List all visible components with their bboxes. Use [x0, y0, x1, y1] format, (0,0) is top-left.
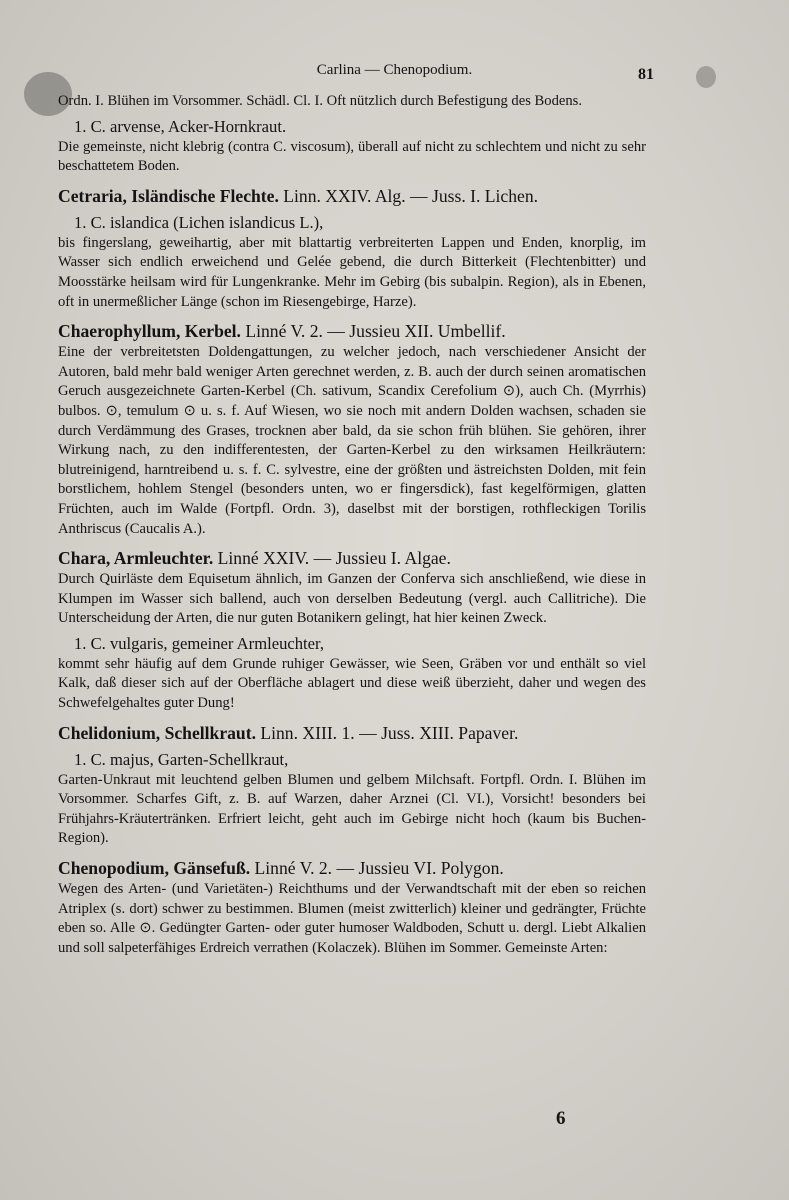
genus-heading — [58, 185, 646, 208]
genus-heading — [58, 547, 646, 570]
paragraph: Ordn. I. Blühen im Vorsommer. Schädl. Cl. I. Oft nützlich durch Befestigung des Bodens. — [58, 93, 582, 109]
classification: Linné V. 2. — Jussieu VI. Polygon. — [254, 858, 504, 879]
species-description: bis fingerslang, geweihartig, aber mit blattartig verbreiterten Lappen und Enden, knorplig, im Wasser sich endlich erweichend und Gelée gebend, die durch Bitterkeit (Flechtenbitter) und Moosstärke heilsam wird für Lungenkranke. Mehr im Gebirg (bis subalpin. Region), als in Ebenen, oft in unermeßlicher Länge (schon im Riesengebirge, Harze). — [58, 234, 646, 310]
species-heading: 1. C. islandica (Lichen islandicus L.), — [74, 212, 324, 232]
genus-heading — [58, 722, 646, 745]
genus-heading — [58, 857, 646, 880]
species-heading: 1. C. arvense, Acker-Hornkraut. — [74, 116, 287, 136]
genus-description: Wegen des Arten- (und Varietäten-) Reichthums und der Verwandtschaft mit der eben so reichen Atriplex (s. dort) schwer zu bestimmen. Blumen (meist zwitterlich) kleiner und gedrängter, Früchte eben so. Alle ⊙. Gedüngter Garten- oder guter humoser Waldboden, Schutt u. dergl. Liebt Alkalien und soll salpeterfähiges Erdreich verrathen (Kolaczek). Blühen im Sommer. Gemeinste Arten: — [58, 881, 646, 956]
genus-name: Chara, Armleuchter. — [58, 548, 214, 569]
species-heading: 1. C. majus, Garten-Schellkraut, — [74, 749, 289, 769]
body-text — [58, 92, 646, 958]
genus-name: Chaerophyllum, Kerbel. — [58, 321, 241, 342]
page-number: 81 — [638, 66, 654, 83]
classification: Linn. XXIV. Alg. — Juss. I. Lichen. — [283, 185, 539, 206]
classification: Linn. XIII. 1. — Juss. XIII. Papaver. — [260, 722, 519, 743]
genus-heading — [58, 320, 646, 343]
genus-name: Chelidonium, Schellkraut. — [58, 722, 256, 743]
species-description: Garten-Unkraut mit leuchtend gelben Blumen und gelbem Milchsaft. Fortpfl. Ordn. I. Blühen im Vorsommer. Scharfes Gift, z. B. auf Warzen, daher Arznei (Cl. VI.), Vorsicht! besonders bei Frühjahrs-Kräutertränken. Erfriert leicht, geht auch im Gebirge nicht hoch (kaum bis Buchen-Region). — [58, 771, 646, 847]
running-header — [0, 60, 789, 88]
species-heading: 1. C. vulgaris, gemeiner Armleuchter, — [74, 633, 325, 653]
running-head: Carlina — Chenopodium. — [316, 62, 473, 78]
species-description: kommt sehr häufig auf dem Grunde ruhiger Gewässer, wie Seen, Gräben vor und enthält so viel Kalk, daß dieser sich auf der Oberfläche ablagert und diese weiß überzieht, daher und wegen des Schwefelgehaltes guter Dung! — [58, 655, 646, 712]
genus-name: Cetraria, Isländische Flechte. — [58, 185, 279, 206]
classification: Linné XXIV. — Jussieu I. Algae. — [217, 548, 451, 569]
species-description: Die gemeinste, nicht klebrig (contra C. viscosum), überall auf nicht zu schlechtem und nicht zu sehr beschattetem Boden. — [58, 138, 646, 175]
classification: Linné V. 2. — Jussieu XII. Umbellif. — [245, 321, 506, 342]
genus-description: Eine der verbreitetsten Doldengattungen, zu welcher jedoch, nach verschiedener Ansicht der Autoren, bald mehr bald weniger Arten gerechnet werden, z. B. auch der durch seinen aromatischen Geruch ausgezeichnete Garten-Kerbel (Ch. sativum, Scandix Cerefolium ⊙), auch Ch. (Myrrhis) bulbos. ⊙, temulum ⊙ u. s. f. Auf Wiesen, wo sie noch mit andern Dolden wachsen, schaden sie durch Verdämmung des Grases, trocknen aber bald, da sie schon früh blühen. Sie gehören, ihrer Wirkung nach, zu den indifferentesten, der Garten-Kerbel zu den wirksamen Heilkräutern: blutreinigend, harntreibend u. s. f. C. sylvestre, eine der größten und ästreichsten Dolden, mit fein borstlichem, hohlem Stengel (besonders unten, wo er fingersdick), fast kegelförmigen, glatten Früchten, auch im Walde (Fortpfl. Ordn. 3), daselbst mit der borstigen, rothfleckigen Torilis Anthriscus (Caucalis A.). — [58, 344, 646, 537]
genus-description: Durch Quirläste dem Equisetum ähnlich, im Ganzen der Conferva sich anschließend, wie diese in Klumpen im Wasser sich ballend, auch von derselben Bedeutung (vergl. auch Callitriche). Die Unterscheidung der Arten, die nur guten Botanikern gelingt, hat hier keinen Zweck. — [58, 571, 646, 627]
genus-name: Chenopodium, Gänsefuß. — [58, 858, 251, 879]
signature-mark: 6 — [556, 1108, 566, 1129]
